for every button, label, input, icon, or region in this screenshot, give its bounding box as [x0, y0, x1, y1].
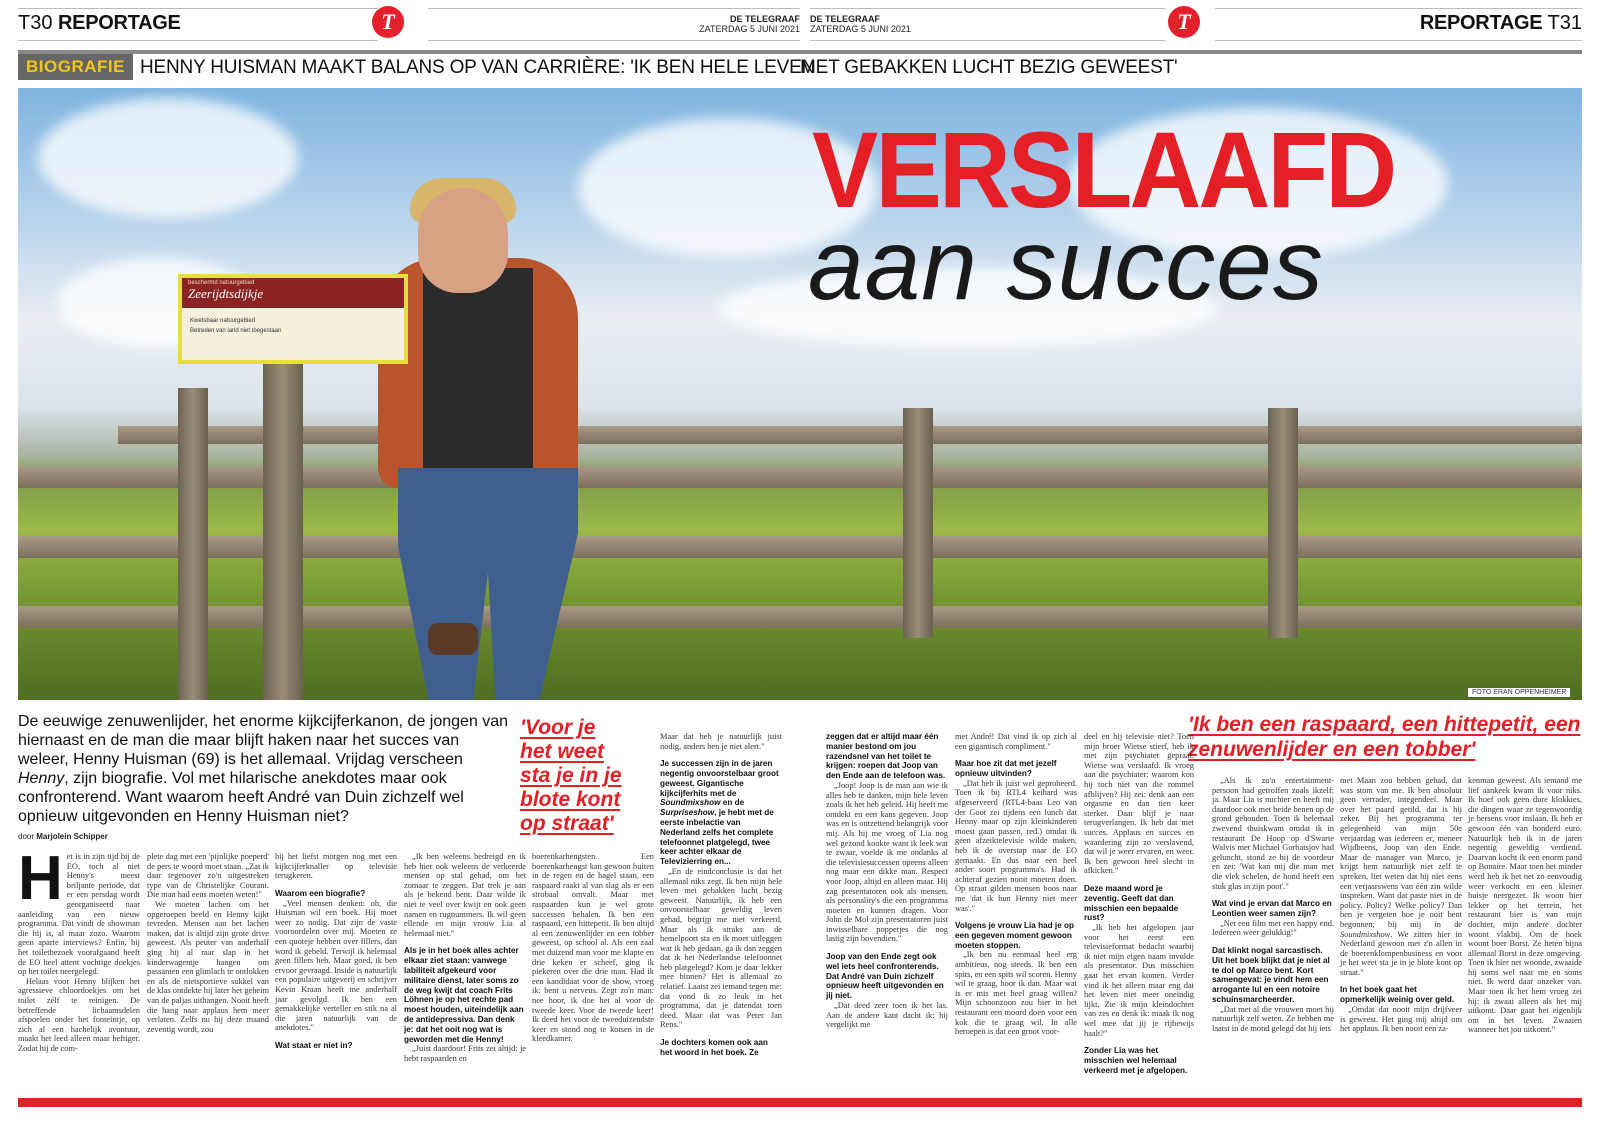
- author-name: Marjolein Schipper: [36, 832, 108, 841]
- interview-question: Volgens je vrouw Lia had je op een gegeven moment gewoon moeten stoppen.: [955, 921, 1075, 950]
- intro-text: De eeuwige zenuwenlijder, het enorme kijkcijferkanon, de jongen van hiernaast en de man die maar blijft haken naar het succes van weleer, Henny Huisman (69) is het allemaal. Vrijdag verscheen: [18, 713, 509, 768]
- paper-id: [699, 14, 800, 34]
- kicker-text-right: MET GEBAKKEN LUCHT BEZIG GEWEEST': [800, 57, 1178, 78]
- page-number: T30: [18, 12, 53, 34]
- rule: [1215, 8, 1582, 9]
- intro-text: , zijn biografie. Vol met hilarische anekdotes maar ook confronterend. Want waarom heeft André van Duin zichzelf wel opnieuw uitgevonden en Henny Huisman niet?: [18, 770, 464, 825]
- article-column-1: [18, 844, 140, 1053]
- headline-main: VERSLAAFD: [812, 109, 1395, 230]
- paragraph: „Ik ben weleens bedreigd en ik heb hier ook weleens de verkeerde mensen op stal gehad, om het zomaar te zeggen. Dat trek je aan als je bekend bent. Daar wilde ik niet te veel over kwijt en ook geen namen en rugnummers. Ik wil geen ellende en mijn vrouw Lia al helemaal niet.": [404, 852, 526, 938]
- headline-sub: aan succes: [808, 209, 1324, 321]
- telegraaf-logo-icon: T: [1168, 6, 1200, 38]
- article-column-5: [532, 852, 654, 1044]
- sign-title: Zeerijdtsdijkje: [188, 286, 264, 301]
- paragraph: „Net een film met een happy end. Iedereen weer gelukkig!": [1212, 918, 1334, 938]
- interview-question: Waarom een biografie?: [275, 888, 366, 898]
- interview-question: Joop van den Ende zegt ook wel iets heel confronterends. Dat André van Duin zichzelf opnieuw heeft uitgevonden en jij niet.: [826, 952, 944, 1001]
- paragraph: deel en bij televisie niet? Toen mijn broer Wietse stierf, heb ik met zijn psychiater gepraat. Wietse was verslaafd. Ik vroeg aan die psychiater: waarom kon hij toch niet van die rommel afblijven? Hij zei: denk aan een orgasme en dan tien keer sterker. Daar blijf je naar terugverlangen. Ik heb dat met succes. Applaus en succes en waardering zijn zo verslavend, dat wil je weer ervaren, en weer. Ik ben gewoon heel slecht in afkicken.": [1084, 732, 1194, 876]
- section-name: REPORTAGE: [1419, 12, 1543, 34]
- paragraph: We moeten lachen om het opgeroepen beeld en Henny kijkt tevreden. Mensen aan het lachen maken, dat is altijd zijn grote drive geweest. Als peuter van anderhalf ging hij al raar slap in het kinderwagentje hangen om passanten een glimlach te ontlokken en als de nietsportieve sukkel van de klas ontdekte hij later het geheim van de paljas uithangen. Nooit heeft die hang naar applaus hem meer verlaten. Zelfs nu hij deze maand zeventig wordt, zou: [147, 899, 269, 1034]
- interview-question: zeggen dat er altijd maar één manier bestond om jou razendsnel van het toilet te krijgen: roepen dat Joop van den Ende aan de telefoon was.: [826, 732, 946, 781]
- interview-question: Wat vind je ervan dat Marco en Leontien weer samen zijn?: [1212, 899, 1332, 918]
- dropcap: H: [18, 844, 63, 913]
- paragraph: plete dag met een 'pijnlijke poeperd' de pers te woord moet staan. „Zat ik daar tegenover zo'n uitgestreken type van de Christelijke Courant. Die man had eens moeten weten!": [147, 852, 269, 900]
- rule: [1215, 40, 1582, 41]
- kicker-rule: [18, 50, 1582, 54]
- paper-name: DE TELEGRAAF: [729, 14, 800, 24]
- interview-question: Dat klinkt nogal sarcastisch. Uit het boek blijkt dat je niet al te dol op Marco bent. Kort samengevat: je vindt hem een arrogante lul en een notoire schuinsmarcheerder.: [1212, 945, 1330, 1004]
- sign-line: Betreden van land niet toegestaan: [190, 328, 282, 334]
- sign-line: Kwetsbaar natuurgebied: [190, 318, 256, 324]
- book-title: Henny: [18, 770, 65, 787]
- paragraph: „Als ik zo'n entertainment-persoon had getroffen zoals ikzelf: ja. Maar Lia is nuchter en heeft mij daardoor ook met beide benen op de grond gehouden. Toen ik helemaal zwevend thuiskwam omdat ik in restaurant De Hoop op d'Swarte Walvis met Michael Gorbatsjov had geluncht, stond ze bij de voordeur en zei: 'Wat kan mij die man met die vlek schelen, de hond heeft een stuk glas in zijn poot'.": [1212, 776, 1334, 891]
- page-folio: [1420, 12, 1582, 35]
- paragraph: met Maan zou hebben gehad, dat was stom van me. Ik ben absoluut geen verrader, integendeel. Maar over het paard getild, dat is hij zeker. Bij het programma ter gelegenheid van mijn 50e verjaardag was iedereen er, meneer Wijdbeens, Joop van den Ende. Maar de manager van Marco, je krijgt hem natuurlijk niet zelf te spreken, liet weten dat hij niet eens een verjaarswens van één zin wilde inspreken. Want dat paste niet in de policy. Policy? Welke policy? Dan ben je vergeten hoe je ooit bent begonnen; bij mij in de Soundmixshow. We zitten hier in Nederland gewoon met z'n allen in de boerenklompenbusiness en voor je het weet sta je in je blote kont op straat.": [1340, 776, 1462, 977]
- masthead-left: [18, 0, 800, 46]
- fence-post: [903, 408, 933, 638]
- page-number: T31: [1547, 12, 1582, 34]
- sign-subtitle: beschermd natuurgebied: [188, 280, 255, 286]
- article-column-2: [147, 852, 269, 1034]
- paper-name: DE TELEGRAAF: [810, 14, 881, 24]
- rule: [18, 40, 378, 41]
- paragraph: „Omdat dat nooit mijn drijfveer is geweest. Het ging mij altijd om het applaus. Ik ben nooit een za-: [1340, 1005, 1462, 1034]
- sign-header: [182, 278, 404, 308]
- article-intro: [18, 712, 510, 826]
- fence-rail: [18, 466, 1582, 488]
- article-column-7: [826, 732, 948, 1030]
- henny-huisman-figure: [268, 168, 628, 700]
- article-column-8: [955, 732, 1077, 1037]
- fence-rail: [18, 606, 1582, 628]
- paragraph: „Veel mensen denken: oh, die Huisman wil een boek. Hij moet weer zo nodig. Dat zijn de vaste vooroordelen over mij. Moeten ze een quoteje hebben over fillers, dan word ik gebeld. Terwijl ik helemaal geen fillers heb. Maar goed, ik ben ervoor gevraagd. Inside is natuurlijk een populaire uitgeverij en schrijver Kevin Kraan heeft me anderhalf jaar gevolgd. Ik ben een gemakkelijke verteller en stik na al die jaren natuurlijk van de anekdotes.": [275, 898, 397, 1033]
- paragraph: „Ik ben nu eenmaal heel erg ambitieus, nog steeds. Ik ben een spits, en een spits wil scoren. Henny wil te graag, hoor ik dan. Maar wat is er mis met heel graag willen? Mijn schoonzoon zou hier in het restaurant een moord doen voor een kok die te graag wil. In alle beroepen is dat een groot voor-: [955, 950, 1077, 1037]
- paragraph: „Dat deed zeer toen ik het las. Aan de andere kant dacht ik: hij vergelijkt me: [826, 1001, 948, 1030]
- page-folio: [18, 12, 181, 35]
- issue-date: ZATERDAG 5 JUNI 2021: [699, 24, 800, 34]
- pullquote: 'Voor je het weet sta je in je blote kont op straat': [520, 716, 622, 835]
- paragraph: „Juist daardoor! Frits zei altijd: je hebt raspaarden en: [404, 1044, 526, 1063]
- rule: [428, 40, 800, 41]
- article-column-9: [1084, 732, 1194, 1076]
- paragraph: met André! Dat vind ik op zich al een gigantisch compliment.": [955, 732, 1077, 751]
- article-column-4: [404, 852, 526, 1064]
- footer-red-bar: [18, 1098, 1582, 1107]
- paragraph: boerenkarhengsten. Een boerenkarhengst kan gewoon buiten in de regen en de hagel staan, een raspaard raakt al van slag als er een strobaal omvalt. Maar met raspaarden kun je wel grote successen behalen. Ik ben een raspaard, een hittepetit. Ik ben altijd al een zenuwenlijder en een tobber geweest, op school al. Als een zaal met duizend man voor me klapte en drie keken er scheef, ging ik piekeren over die drie man. Had ik een kandidaat voor de show, vroeg ik: bent u nerveus. Zegt zo'n man: nee hoor, ik doe het al voor de tweede keer. Voor de tweede keer! Ik deed het voor de tweeduizendste keer en stond nog te kotsen in de kleedkamer.: [532, 852, 654, 1044]
- kicker-text-left: HENNY HUISMAN MAAKT BALANS OP VAN CARRIÈRE: 'IK BEN HELE LEVEN: [140, 57, 816, 78]
- interview-question: In het boek gaat het opmerkelijk weinig over geld.: [1340, 985, 1455, 1005]
- telegraaf-logo-icon: T: [372, 6, 404, 38]
- interview-question: Deze maand word je zeventig. Geeft dat dan misschien een bepaalde rust?: [1084, 883, 1179, 923]
- paragraph: „Dat met al die vrouwen moet hij natuurlijk zelf weten. Ze hebben me laatst in de mond gelegd dat hij iets: [1212, 1004, 1334, 1033]
- fence-post: [178, 388, 208, 700]
- paragraph: kenman geweest. Als iemand me lief aankeek kwam ik voor niks. Ik hoef ook geen dure klokkies, die dingen waar ze tegenwoordig je hersens voor inslaan. Ik heb er gewoon één van honderd euro. Natuurlijk heb ik in de jaren negentig geweldig verdiend. Daarvan kocht ik een enorm pand op Bonaire. Maar toen het minder werd heb ik het net zo eenvoudig weer verkocht en een kleiner huisje neergezet. Ik woon hier lekker op het terrein, het restaurant hier is van mijn dochter, mijn andere dochter woont vlakbij. Om de hoek woont boer Borst. Ze heten bijna allemaal Borst in deze omgeving. Toen ik hier net woonde, zwaaide hij soms wel naar me en soms niet. Ik werd daar onzeker van. Maar toen ik het hem vroeg zei hij: ik zwaai alleen als het mij uitkomt. Daar gaat het eigenlijk om in het leven. Zwaaien wanneer het jou uitkomt.": [1468, 776, 1582, 1035]
- article-column-10: [1212, 776, 1334, 1033]
- section-name: REPORTAGE: [58, 12, 181, 34]
- interview-question: Je successen zijn in de jaren negentig onvoorstelbaar groot geweest. Gigantische kijkcijferhits met de Soundmixshow en de Surpriseshow, je hebt met de eerste inbelactie van Nederland zelfs het complete telefoonnet platgelegd, twee keer achter elkaar de Televizierring en...: [660, 759, 779, 867]
- issue-date: ZATERDAG 5 JUNI 2021: [810, 24, 911, 34]
- interview-question: Je dochters komen ook aan het woord in het boek. Ze: [660, 1038, 768, 1057]
- fence-post: [1268, 408, 1298, 638]
- fence-rail: [18, 536, 1582, 558]
- rule: [810, 40, 1165, 41]
- paragraph: „Dat heb ik juist wel geprobeerd. Toen ik bij RTL4 keihard was afgeserveerd (RTL4-baas Leo van der Goot zei tijdens een lunch dat Henny maar op zijn kleinkinderen moest gaan passen, red.) omdat ik geen afzeiktelevisie wilde maken, heb ik de overstap naar de EO gemaakt. En dus naar een heel ander soort programma's. Had ik achteraf gezien nooit moeten doen. Op straat gilden mensen boos naar me 'dat ik hun Henny niet meer was'.": [955, 778, 1077, 913]
- byline: [18, 832, 108, 841]
- rule: [810, 8, 1165, 9]
- face: [418, 188, 508, 293]
- byline-prefix: door: [18, 832, 35, 841]
- sign-body: [182, 308, 404, 336]
- interview-question: Maar hoe zit dat met jezelf opnieuw uitvinden?: [955, 759, 1057, 778]
- shirt: [423, 268, 533, 468]
- paper-id: [810, 14, 911, 34]
- nature-reserve-sign: [178, 274, 408, 364]
- paragraph: et is in zijn tijd bij de EO, toch al niet Henny's meest briljante periode, dat er een persdag wordt georganiseerd naar aanleiding van een nieuw programma. Dat vindt de showman die hij is, al maar zozo. Waarom geen aparte interviews? Enfin, bij het toiletbezoek voorafgaand heeft de EO heel attent vochtige doekjes op het toilet neergelegd.: [18, 852, 140, 977]
- rule: [18, 8, 378, 9]
- paragraph: Maar dat heb je natuurlijk juist nodig, anders ben je niet alert.": [660, 732, 782, 751]
- paragraph: „En de eindconclusie is dat het allemaal niks zegt. Ik ben mijn hele leven met gebakken lucht bezig geweest. Natuurlijk, ik heb een onvoorstelbaar geweldig leven gehad, begrijp me niet verkeerd. Maar als ik straks aan de hemelpoort sta en ik moet uitleggen wat ik heb gedaan, ga ik dan zeggen dat ik het Nederlandse telefoonnet heb platgelegd? Kom je daar lekker mee binnen? Het is allemaal zo relatief. Laatst zei iemand tegen me: dat vond ik zo leuk in het programma, dat je datendat toen deed. Maar dat was Peter Jan Rens.": [660, 866, 782, 1030]
- paragraph: Helaas voor Henny blijken het agressieve chloordoekjes om het toilet zélf te reinigen. De betreffende lichaamsdelen afspoelen onder het fonteintje, op zich al een hachelijk avontuur, maakt het leed alleen maar heftiger. Zodat hij de com-: [18, 976, 140, 1053]
- photo-credit: FOTO ERAN OPPENHEIMER: [1468, 688, 1570, 697]
- interview-question: Als je in het boek alles achter elkaar ziet staan: vanwege labiliteit afgekeurd voor militaire dienst, later soms zo de weg kwijt dat coach Frits Löhnen je op het rechte pad moest houden, uiteindelijk aan de antidepressiva. Dan denk je: dat het ooit nog wat is geworden met die Henny!: [404, 946, 524, 1044]
- kicker-label: BIOGRAFIE: [18, 54, 133, 80]
- rule: [428, 8, 800, 9]
- paragraph: „Joop! Joop is de man aan wie ik alles heb te danken, mijn hele leven zoals ik het heb geleid. Hij heeft me ontdekt en een kans gegeven. Joop was en is ontzettend belangrijk voor mij. Als hij me vroeg of Lia nog wel gezond kookte want ik leek wat te zwaar, voelde ik me ondanks al die televisiesuccessen opeens alleen nog maar een dikke man. Respect voor Joop, altijd en alleen maar. Hij zag presentatoren ook als mensen, als personality's die een programma moeten en kunnen dragen. Voor John de Mol zijn presentatoren juist inwisselbare poppetjes die nog lastig zijn bovendien.": [826, 780, 948, 944]
- jeans: [398, 468, 578, 700]
- article-column-6: [660, 732, 782, 1058]
- shoe: [428, 623, 478, 655]
- paragraph: hij het liefst morgen nog met een kijkcijferknaller op televisie terugkeren.: [275, 852, 397, 881]
- interview-question: Wat staat er niet in?: [275, 1040, 353, 1050]
- masthead-right: [800, 0, 1582, 46]
- cloud: [38, 98, 298, 218]
- article-column-11: [1340, 776, 1462, 1034]
- article-column-3: [275, 852, 397, 1051]
- article-column-12: [1468, 776, 1582, 1035]
- interview-question: Zonder Lia was het misschien wel helemaal verkeerd met je afgelopen.: [1084, 1046, 1188, 1075]
- pullquote: 'Ik ben een raspaard, een hittepetit, een zenuwenlijder en een tobber': [1188, 713, 1581, 761]
- paragraph: „Ik heb het afgelopen jaar voor het eerst een televisieformat bedacht waarbij ik niet mijn eigen naam invulde als presentator. Dus misschien gaat het ervan komen. Verder vind ik het alleen maar eng dat het leven niet meer oneindig lijkt. Zie ik mijn kleindochter van zes en denk ik: maak ik nog wel mee dat jij je rijbewijs haalt?": [1084, 923, 1194, 1038]
